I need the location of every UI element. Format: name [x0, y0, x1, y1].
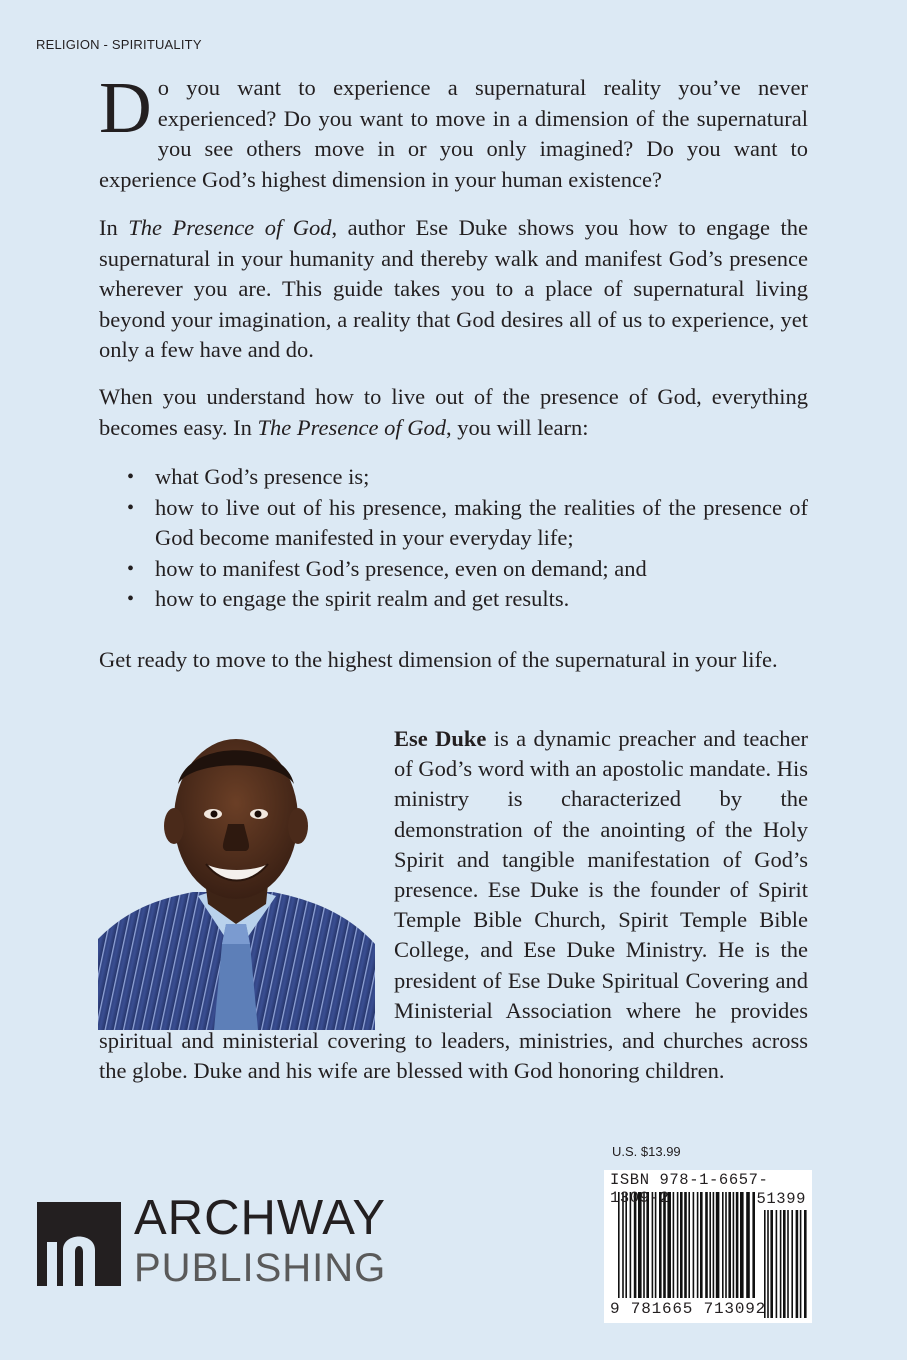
- category-label: RELIGION - SPIRITUALITY: [36, 37, 202, 52]
- list-item: [99, 584, 808, 615]
- description-paragraph: [99, 213, 808, 366]
- learn-text-1: When you understand how to live out of the presence of God, everything becomes easy. In: [99, 384, 808, 440]
- drop-cap: D: [99, 67, 152, 148]
- price-addon-code: 51399: [756, 1190, 806, 1208]
- list-item-text: what God’s presence is;: [155, 464, 370, 489]
- bullet-icon: •: [127, 466, 135, 488]
- author-bio-text: is a dynamic preacher and teacher of God’s word with an apostolic mandate. His ministry is characterized by the demonstration of the anointing of the Holy Spirit and tangible manifestation of God’s presence. Ese Duke is the founder of Spirit Temple Bible Church, Spirit Temple Bible College, and Ese Duke Ministry. He is the president of Ese Duke Spiritual Covering and Ministerial Association where he provides spiritual and ministerial covering to leaders, ministries, and churches across the globe. Duke and his wife are blessed with God honoring children.: [99, 726, 809, 1084]
- publisher-name-line1: ARCHWAY: [134, 1191, 386, 1245]
- list-item: [99, 462, 808, 493]
- bullet-icon: •: [127, 557, 135, 580]
- book-title-italic: The Presence of God: [128, 215, 332, 240]
- learning-points-list: [99, 462, 808, 615]
- list-item-text: how to engage the spirit realm and get results.: [155, 586, 570, 611]
- author-bio: [99, 724, 808, 1086]
- price-label: U.S. $13.99: [612, 1144, 681, 1159]
- closing-paragraph: Get ready to move to the highest dimension of the supernatural in your life.: [99, 647, 778, 672]
- list-item-text: how to manifest God’s presence, even on demand; and: [155, 555, 647, 581]
- description-text: , author Ese Duke shows you how to engage the supernatural in your humanity and thereby walk and manifest God’s presence wherever you are. This guide takes you to a place of supernatural living beyond your imagination, a reality that God desires all of us to experience, yet only a few have and do.: [99, 215, 808, 362]
- barcode: [604, 1170, 812, 1323]
- ean-digits: 9 781665 713092: [610, 1300, 767, 1318]
- learn-paragraph: [99, 382, 808, 443]
- isbn-text: ISBN 978-1-6657-1309-2: [610, 1171, 769, 1207]
- archway-logo-icon: [37, 1202, 121, 1286]
- list-item: [99, 493, 808, 554]
- learn-text-2: , you will learn:: [445, 414, 589, 440]
- list-item-text: how to live out of his presence, making the realities of the presence of God become manifested in your everyday life;: [155, 494, 808, 550]
- bullet-icon: •: [127, 496, 135, 519]
- publisher-name-line2: PUBLISHING: [134, 1246, 387, 1290]
- list-item: [99, 554, 808, 585]
- intro-paragraph: [99, 67, 808, 195]
- author-name: Ese Duke: [394, 726, 487, 751]
- intro-text: o you want to experience a supernatural reality you’ve never experienced? Do you want to move in a dimension of the supernatural you see others move in or you only imagined? Do you want to experience God’s highest dimension in your human existence?: [99, 75, 808, 192]
- photo-spacer: [99, 724, 394, 1024]
- book-title-italic: The Presence of God: [257, 414, 446, 440]
- bullet-icon: •: [127, 588, 135, 610]
- description-prefix: In: [99, 215, 129, 240]
